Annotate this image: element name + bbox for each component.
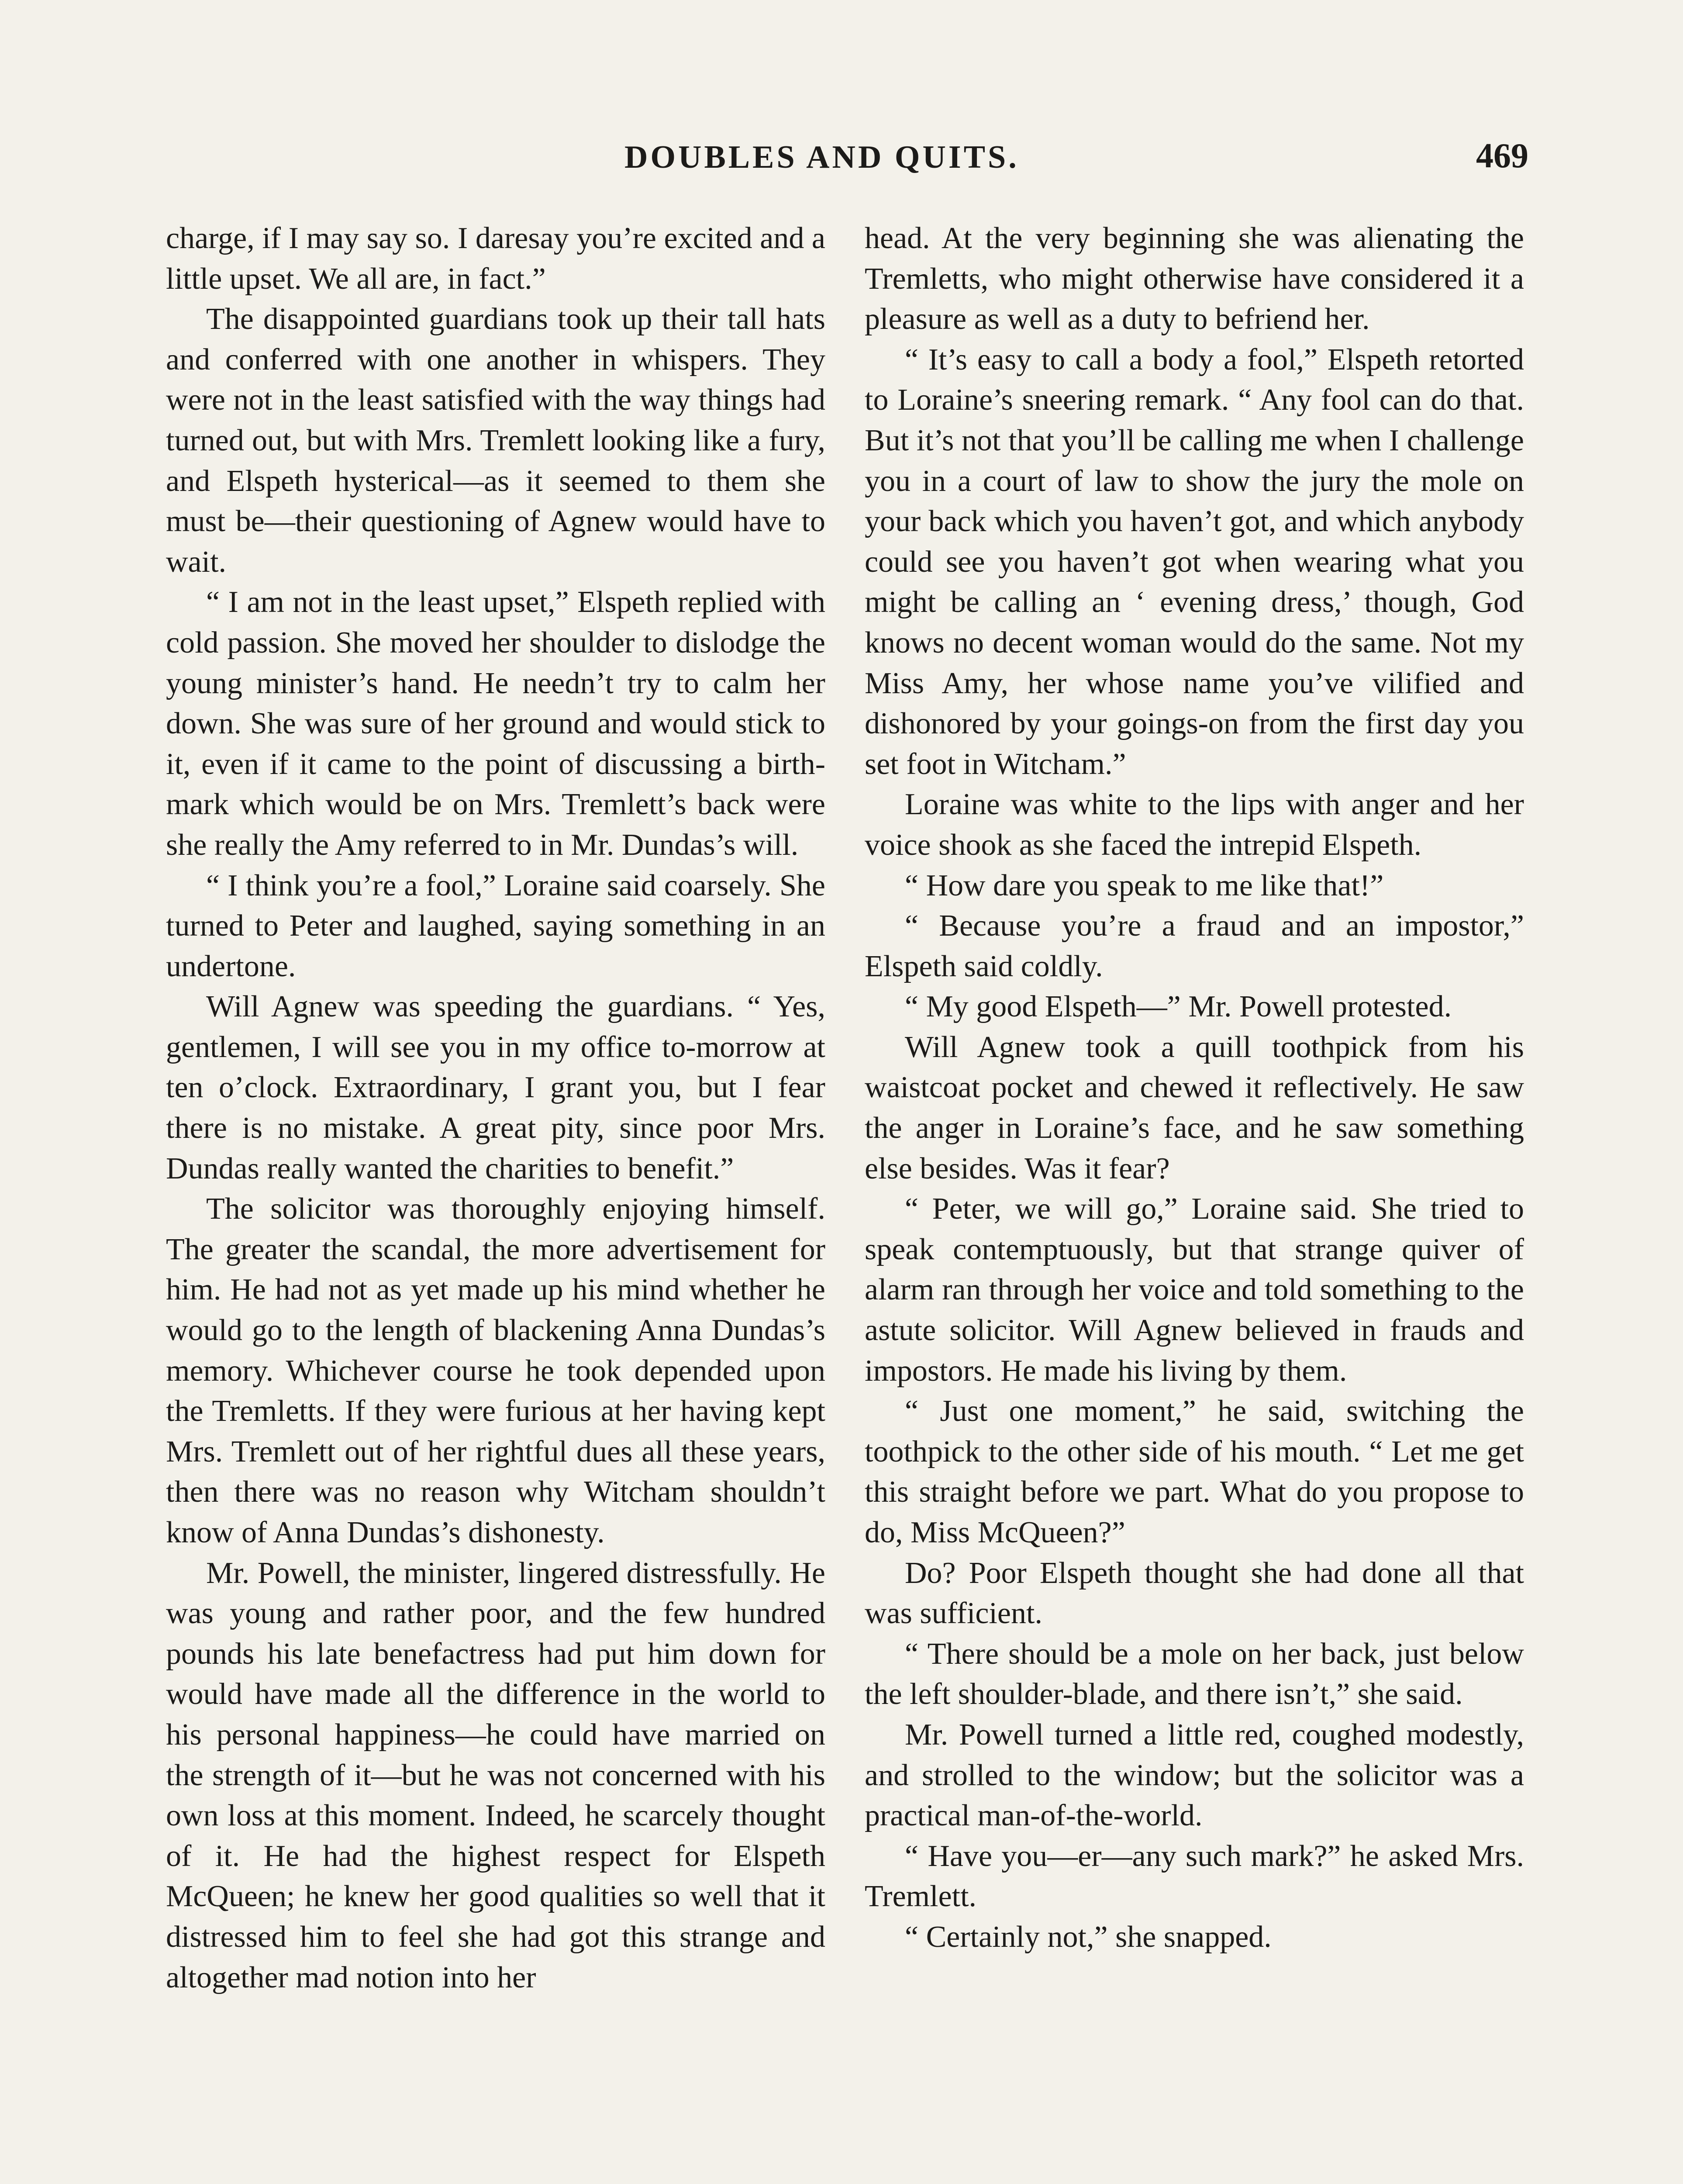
- paragraph: Will Agnew took a quill toothpick from his waistcoat pocket and chewed it reflectively. He saw the anger in Loraine’s face, and he saw something else besides. Was it fear?: [865, 1030, 1524, 1185]
- page-number: 469: [1476, 137, 1528, 175]
- paragraph: Do? Poor Elspeth thought she had done all that was sufficient.: [865, 1556, 1524, 1631]
- paragraph: “ Just one moment,” he said, switching the toothpick to the other side of his mouth. “ Let me get this straight before we part. What do you propose to do, Miss McQueen?”: [865, 1394, 1524, 1549]
- paragraph: Loraine was white to the lips with anger and her voice shook as she faced the intrepid Elspeth.: [865, 788, 1524, 862]
- paragraph: Mr. Powell, the minister, lingered distressfully. He was young and rather poor, and the few hundred pounds his late benefactress had put him down for would have made all the difference in the world to his personal happiness—he could have married on the strength of it—but he was not concerned with his own loss at this moment. Indeed, he scarcely thought of it. He had the highest respect for Elspeth McQueen; he knew her good qualities so well that it distressed him to feel she had got this strange and altogether mad notion into her: [166, 1556, 825, 1994]
- paragraph: “ I think you’re a fool,” Loraine said coarsely. She turned to Peter and laughed, saying something in an undertone.: [166, 868, 825, 983]
- paragraph: Mr. Powell turned a little red, coughed modestly, and strolled to the window; but the solicitor was a practical man-of-the-world.: [865, 1717, 1524, 1833]
- paragraph: The disappointed guardians took up their tall hats and conferred with one another in whispers. They were not in the least satisfied with the way things had turned out, but with Mrs. Tremlett looking like a fury, and Elspeth hysterical—as it seemed to them she must be—their questioning of Agnew would have to wait.: [166, 302, 825, 579]
- paragraph: “ Certainly not,” she snapped.: [905, 1920, 1272, 1954]
- paragraph: “ Because you’re a fraud and an impostor,” Elspeth said coldly.: [865, 909, 1524, 983]
- paragraph: “ It’s easy to call a body a fool,” Elspeth retorted to Loraine’s sneering remark. “ Any fool can do that. But it’s not that you’ll be calling me when I challenge you in a court of law to show the jury the mole on your back which you haven’t got, and which anybody could see you haven’t got when wearing what you might be calling an ‘ evening dress,’ though, God knows no decent woman would do the same. Not my Miss Amy, her whose name you’ve vilified and dishonored by your goings-on from the first day you set foot in Witcham.”: [865, 342, 1524, 781]
- paragraph: “ My good Elspeth—” Mr. Powell protested.: [905, 990, 1452, 1024]
- right-column: [865, 218, 1524, 1958]
- page-header: [166, 139, 1528, 183]
- running-title: DOUBLES AND QUITS.: [624, 139, 1019, 175]
- paragraph: “ How dare you speak to me like that!”: [905, 868, 1384, 902]
- paragraph: “ There should be a mole on her back, just below the left shoulder-blade, and there isn’t,” she said.: [865, 1637, 1524, 1711]
- paragraph: Will Agnew was speeding the guardians. “ Yes, gentlemen, I will see you in my office to-morrow at ten o’clock. Extraordinary, I grant you, but I fear there is no mistake. A great pity, since poor Mrs. Dundas really wanted the charities to benefit.”: [166, 990, 825, 1185]
- paragraph: head. At the very beginning she was alienating the Tremletts, who might otherwise have considered it a pleasure as well as a duty to befriend her.: [865, 221, 1524, 336]
- paragraph: “ I am not in the least upset,” Elspeth replied with cold passion. She moved her shoulder to dislodge the young minister’s hand. He needn’t try to calm her down. She was sure of her ground and would stick to it, even if it came to the point of discussing a birth-mark which would be on Mrs. Tremlett’s back were she really the Amy referred to in Mr. Dundas’s will.: [166, 585, 825, 862]
- left-column: [166, 218, 825, 1998]
- paragraph: “ Have you—er—any such mark?” he asked Mrs. Tremlett.: [865, 1839, 1524, 1914]
- paragraph: The solicitor was thoroughly enjoying himself. The greater the scandal, the more advertisement for him. He had not as yet made up his mind whether he would go to the length of blackening Anna Dundas’s memory. Whichever course he took depended upon the Tremletts. If they were furious at her having kept Mrs. Tremlett out of her rightful dues all these years, then there was no reason why Witcham shouldn’t know of Anna Dundas’s dishonesty.: [166, 1192, 825, 1549]
- paragraph: charge, if I may say so. I daresay you’re excited and a little upset. We all are, in fact.”: [166, 221, 825, 296]
- paragraph: “ Peter, we will go,” Loraine said. She tried to speak contemptuously, but that strange quiver of alarm ran through her voice and told something to the astute solicitor. Will Agnew believed in frauds and impostors. He made his living by them.: [865, 1192, 1524, 1388]
